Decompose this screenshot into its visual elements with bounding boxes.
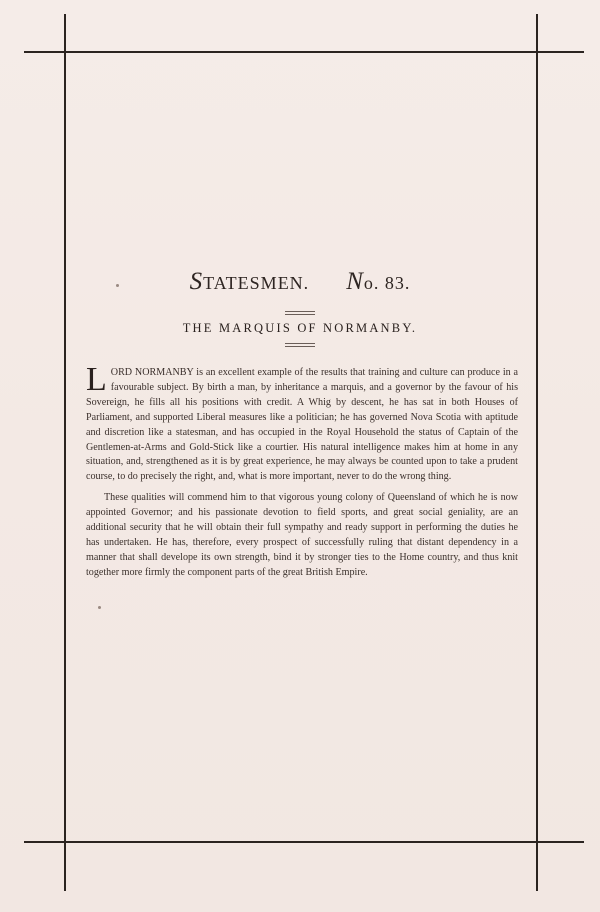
series-label: TATESMEN.: [203, 273, 310, 293]
frame-right-rule: [536, 14, 538, 891]
paper-speck: [98, 606, 101, 609]
number-initial: N: [346, 268, 364, 295]
title-rule-below: [285, 343, 315, 349]
frame-left-rule: [64, 14, 66, 891]
paragraph-2: These qualities will commend him to that vigorous young colony of Queensland of which he is now appointed Governor; and his passionate devotion to field sports, and great social geniality, are an additional security that he will obtain their full sympathy and ready support in performing the duties he has undertaken. He has, therefore, every prospect of successfully ruling that distant dependency in a manner that shall develope its own strength, bind it by stronger ties to the Home country, and thus knit together more firmly the component parts of the great British Empire.: [86, 492, 518, 578]
title-rule-above: [285, 311, 315, 317]
frame-bottom-rule: [24, 841, 584, 843]
page-title: THE MARQUIS OF NORMANBY.: [182, 321, 418, 335]
series-heading: [0, 268, 600, 296]
paragraph-1: LORD NORMANBY is an excellent example of the results that training and culture can produce in a favourable subject. By birth a man, by inheritance a marquis, and a governor by the favour of his Sovereign, he fills all his positions with credit. A Whig by descent, he has sat in both Houses of Parliament, and supported Liberal measures like a politician; he has governed Nova Scotia with aptitude and discretion like a statesman, and has occupied in the Royal Household the status of Captain of the Gentlemen-at-Arms and Gold-Stick like a courtier. His natural intelligence makes him at home in any situation, and, strengthened as it is by great experience, he may always be counted upon to take a prudent course, to do precisely the right, and, what is more important, never to do the wrong thing.: [86, 361, 518, 483]
frame-top-rule: [24, 51, 584, 53]
paper-speck: [116, 284, 119, 287]
series-number: o. 83.: [363, 273, 411, 293]
article-body: [86, 361, 518, 587]
drop-cap: L: [86, 361, 107, 398]
series-initial: S: [189, 268, 204, 295]
